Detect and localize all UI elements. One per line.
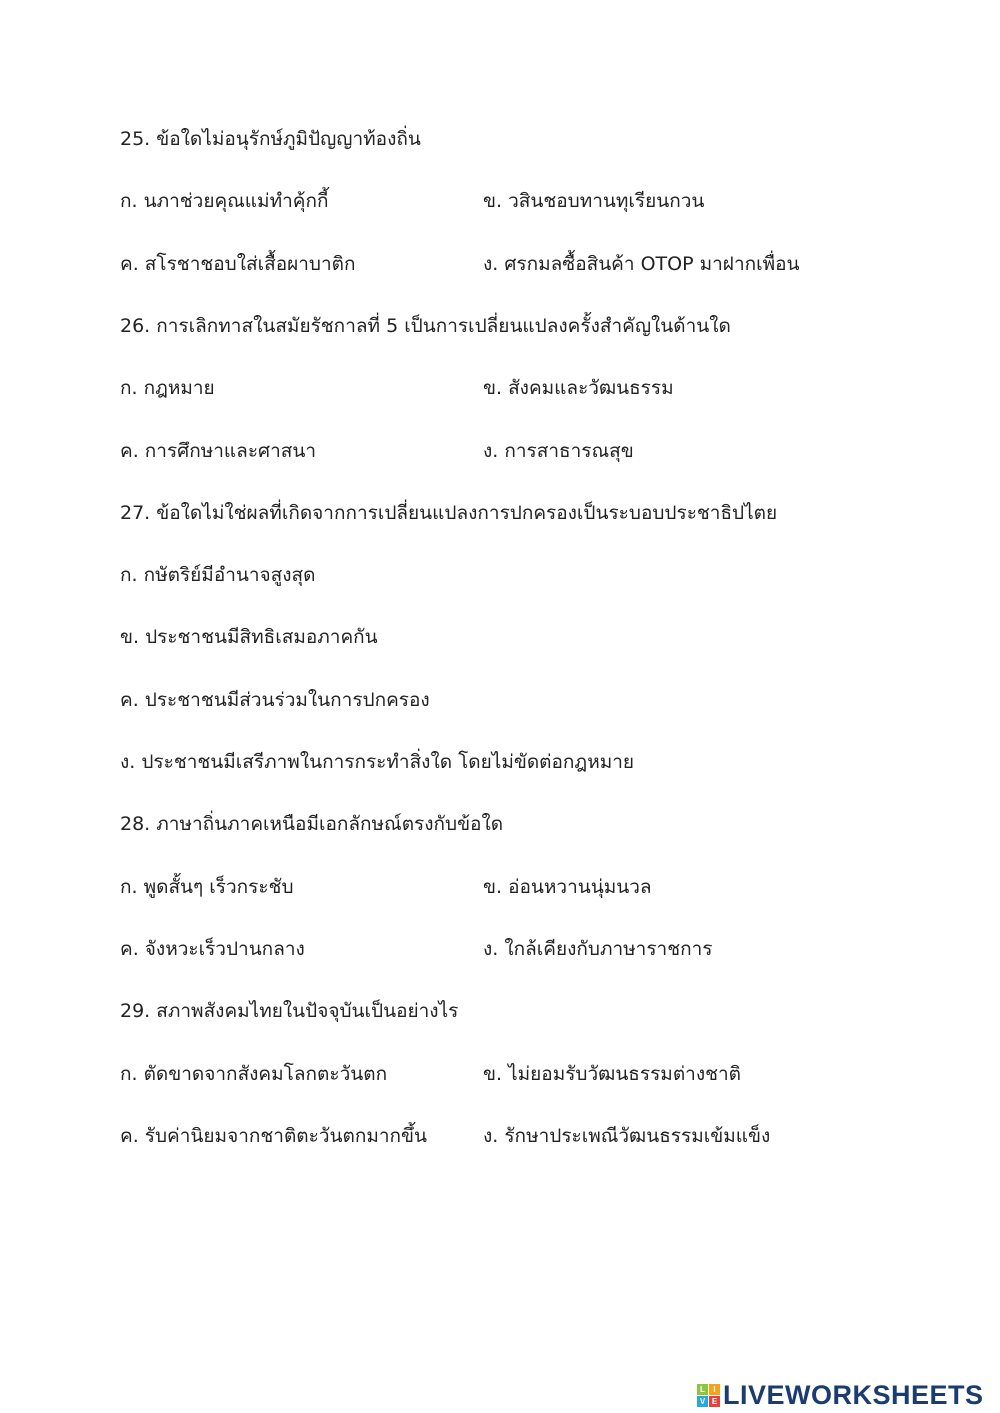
option: ก. กฎหมาย <box>120 377 215 399</box>
option: ค. รับค่านิยมจากชาติตะวันตกมากขึ้น <box>120 1125 428 1147</box>
liveworksheets-logo <box>697 1380 984 1411</box>
option: ง. การสาธารณสุข <box>483 440 634 462</box>
option: ก. ตัดขาดจากสังคมโลกตะวันตก <box>120 1063 388 1085</box>
question-27: 27. ข้อใดไม่ใช่ผลที่เกิดจากการเปลี่ยนแปลงการปกครองเป็นระบอบประชาธิปไตย <box>120 502 778 524</box>
option: ง. ใกล้เคียงกับภาษาราชการ <box>483 938 713 960</box>
option: ข. วสินชอบทานทุเรียนกวน <box>483 190 705 212</box>
question-29: 29. สภาพสังคมไทยในปัจจุบันเป็นอย่างไร <box>120 1000 459 1022</box>
option: ข. สังคมและวัฒนธรรม <box>483 377 674 399</box>
option: ง. ศรกมลซื้อสินค้า OTOP มาฝากเพื่อน <box>483 253 800 275</box>
option: ข. ประชาชนมีสิทธิเสมอภาคกัน <box>120 626 378 648</box>
option: ค. ประชาชนมีส่วนร่วมในการปกครอง <box>120 689 430 711</box>
option: ข. อ่อนหวานนุ่มนวล <box>483 876 652 898</box>
option: ง. รักษาประเพณีวัฒนธรรมเข้มแข็ง <box>483 1125 771 1147</box>
option: ค. สโรชาชอบใส่เสื้อผาบาติก <box>120 253 356 275</box>
logo-text: LIVEWORKSHEETS <box>723 1380 984 1410</box>
option: ก. กษัตริย์มีอำนาจสูงสุด <box>120 564 316 586</box>
option: ก. พูดสั้นๆ เร็วกระชับ <box>120 876 294 898</box>
option: ค. จังหวะเร็วปานกลาง <box>120 938 305 960</box>
question-26: 26. การเลิกทาสในสมัยรัชกาลที่ 5 เป็นการเปลี่ยนแปลงครั้งสำคัญในด้านใด <box>120 315 731 337</box>
question-25: 25. ข้อใดไม่อนุรักษ์ภูมิปัญญาท้องถิ่น <box>120 128 421 150</box>
option: ง. ประชาชนมีเสรีภาพในการกระทำสิ่งใด โดยไม่ขัดต่อกฎหมาย <box>120 751 635 773</box>
option: ก. นภาช่วยคุณแม่ทำคุ้กกี้ <box>120 190 329 212</box>
logo-cube-icon: L I V E <box>697 1384 720 1407</box>
question-28: 28. ภาษาถิ่นภาคเหนือมีเอกลักษณ์ตรงกับข้อใด <box>120 813 504 835</box>
option: ค. การศึกษาและศาสนา <box>120 440 317 462</box>
option: ข. ไม่ยอมรับวัฒนธรรมต่างชาติ <box>483 1063 742 1085</box>
